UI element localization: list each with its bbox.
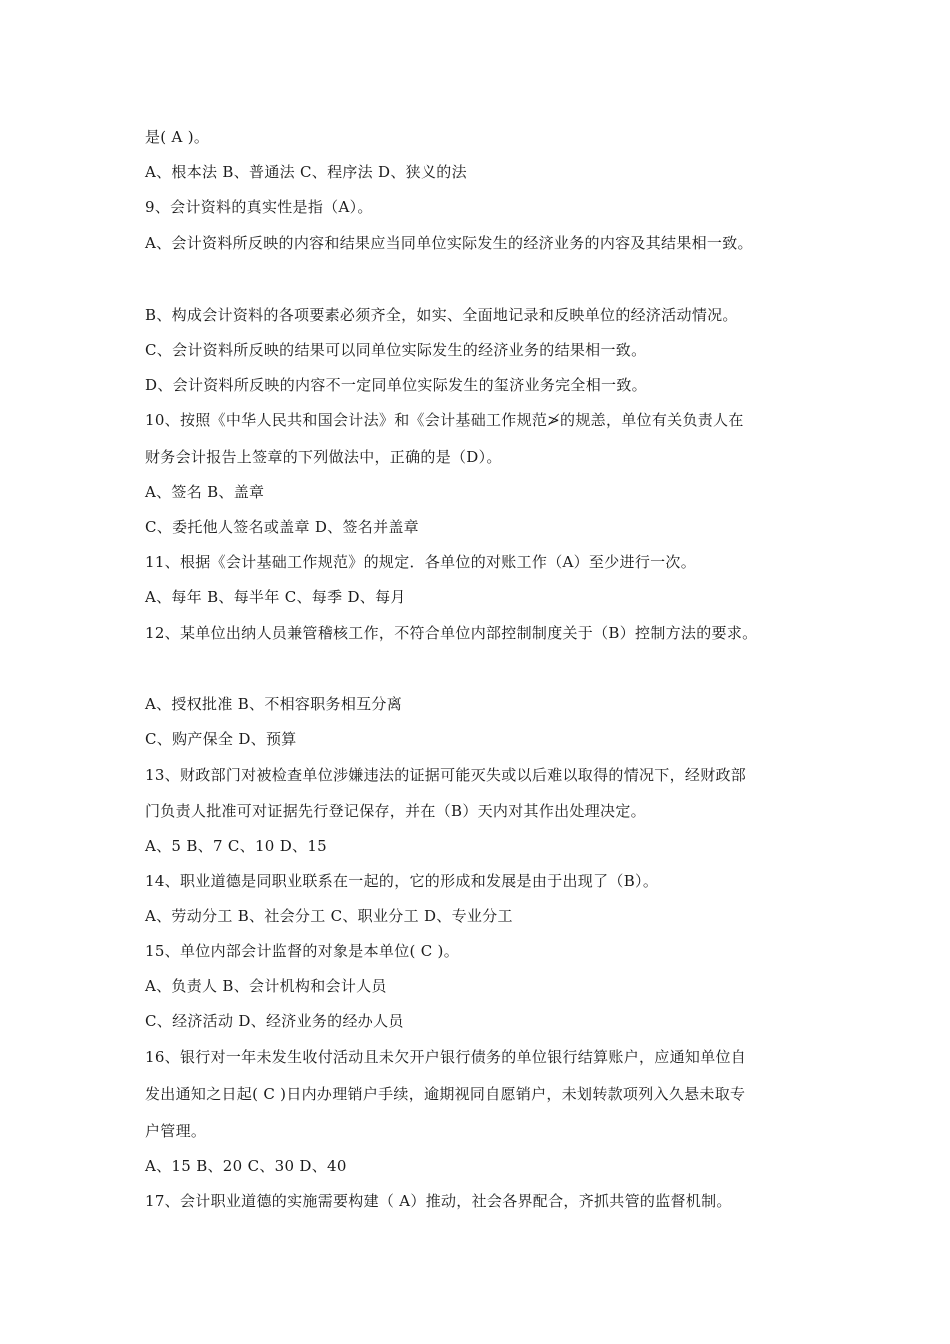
text-line: A、15 B、20 C、30 D、40 [145,1157,347,1175]
text-line: A、会计资料所反映的内容和结果应当同单位实际发生的经济业务的内容及其结果相一致。 [145,234,753,252]
text-line: 14、职业道德是同职业联系在一起的，它的形成和发展是由于出现了（B）。 [145,872,659,890]
text-line: 17、会计职业道德的实施需要构建（ A）推动，社会各界配合，齐抓共管的监督机制。 [145,1192,732,1210]
text-line: 户管理。 [145,1122,207,1140]
text-line: A、每年 B、每半年 C、每季 D、每月 [145,588,406,606]
text-line: 门负责人批准可对证据先行登记保存，并在（B）天内对其作出处理决定。 [145,802,646,820]
text-line: C、会计资料所反映的结果可以同单位实际发生的经济业务的结果相一致。 [145,341,647,359]
text-line: C、购产保全 D、预算 [145,730,297,748]
text-line: A、负责人 B、会计机构和会计人员 [145,977,387,995]
text-line: A、授权批准 B、不相容职务相互分离 [145,695,403,713]
text-line: 9、会计资料的真实性是指（A）。 [145,198,373,216]
text-line: A、劳动分工 B、社会分工 C、职业分工 D、专业分工 [145,907,513,925]
text-line: 财务会计报告上签章的下列做法中，正确的是（D）。 [145,448,502,466]
text-line: C、经济活动 D、经济业务的经办人员 [145,1012,404,1030]
text-line: 10、按照《中华人民共和国会计法》和《会计基础工作规范≯的规恙，单位有关负责人在 [145,411,744,429]
text-line: 16、银行对一年未发生收付活动且未欠开户银行债务的单位银行结算账户，应通知单位自 [145,1048,747,1066]
text-line: A、5 B、7 C、10 D、15 [145,837,328,855]
text-line: D、会计资料所反映的内容不一定同单位实际发生的玺济业务完全相一致。 [145,376,647,394]
text-line: 是( A )。 [145,128,210,146]
text-line: 15、单位内部会计监督的对象是本单位( C )。 [145,942,460,960]
text-line: A、签名 B、盖章 [145,483,265,501]
text-line: 12、某单位出纳人员兼管稽核工作，不符合单位内部控制制度关于（B）控制方法的要求。 [145,624,758,642]
text-line: 11、根据《会计基础工作规范》的规定．各单位的对账工作（A）至少进行一次。 [145,553,697,571]
text-line: A、根本法 B、普通法 C、程序法 D、狭义的法 [145,163,467,181]
text-line: 13、财政部门对被检查单位涉嫌违法的证据可能灭失或以后难以取得的情况下，经财政部 [145,766,747,784]
text-line: 发出通知之日起( C )日内办理销户手续，逾期视同自愿销户，未划转款项列入久悬未取专 [145,1085,746,1103]
text-line: C、委托他人签名或盖章 D、签名并盖章 [145,518,419,536]
text-line: B、构成会计资料的各项要素必须齐全，如实、全面地记录和反映单位的经济活动情况。 [145,306,738,324]
